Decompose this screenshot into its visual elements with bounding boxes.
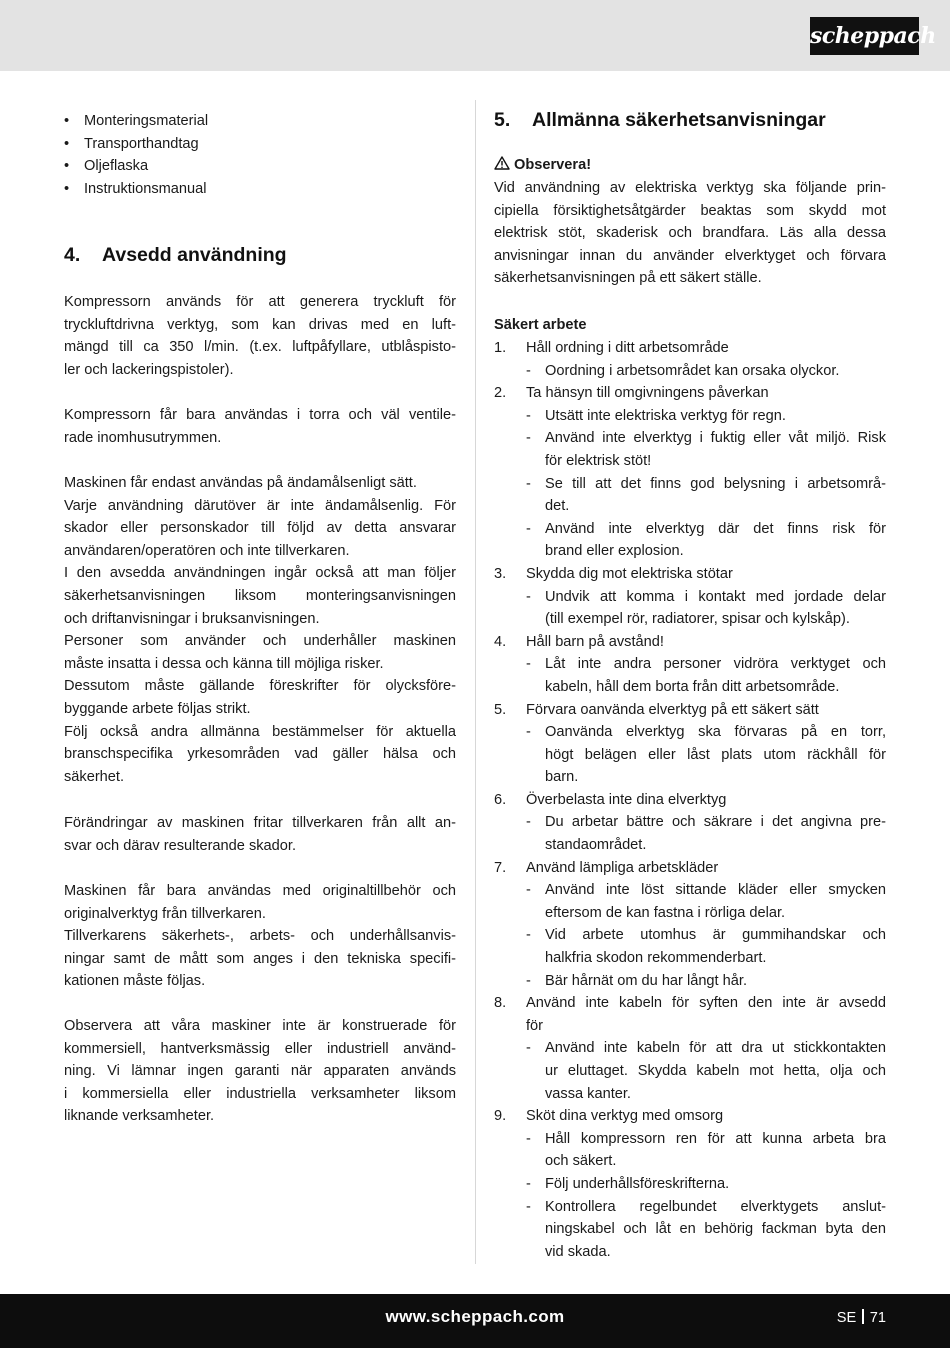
list-sub-item-text: Bär hårnät om du har långt hår. [545, 972, 748, 989]
list-item-title-text: Sköt dina verktyg med omsorg [526, 1108, 724, 1125]
list-item-number: 2. [494, 385, 507, 402]
text-line: Personer som använder och underhåller maskinen [64, 633, 456, 650]
list-sub-item-text: för elektrisk stöt! [545, 452, 652, 469]
list-sub-item [494, 1037, 886, 1060]
list-sub-item-text: vid skada. [545, 1243, 611, 1260]
bullet-dot: • [64, 180, 70, 197]
list-sub-item [494, 970, 886, 993]
list-sub-item [494, 586, 886, 609]
text-line: kationen måste följas. [64, 973, 206, 990]
list-item-number: 1. [494, 340, 507, 356]
dash-marker: - [526, 972, 531, 989]
text-line: ning. Vi lämnar ingen garanti när apparaten används [64, 1063, 456, 1080]
list-sub-item [494, 518, 886, 541]
list-sub-item-text: vassa kanter. [545, 1085, 631, 1102]
list-sub-item [494, 902, 886, 925]
list-item-number: 7. [494, 859, 507, 876]
list-sub-item [494, 947, 886, 970]
list-item-title-text: Förvara oanvända elverktyg på ett säkert sätt [526, 701, 819, 718]
paragraph-commercial-use [64, 1015, 456, 1128]
list-item-title-text: Håll barn på avstånd! [526, 633, 664, 650]
list-sub-item [494, 676, 886, 699]
bullet-item [64, 110, 456, 133]
list-sub-item [494, 653, 886, 676]
dash-marker: - [526, 656, 531, 673]
paragraph-safety-intro [494, 177, 886, 290]
text-line: Följ också andra allmänna bestämmelser för aktuella [64, 723, 456, 740]
safe-work-heading: Säkert arbete [494, 317, 587, 333]
list-sub-item-text: Använd inte löst sittande kläder eller smycken [545, 882, 886, 899]
dash-marker: - [526, 407, 531, 424]
list-sub-item-text: Se till att det finns god belysning i arbetsområ- [545, 475, 886, 492]
section-4-heading: 4. Avsedd användning [64, 244, 287, 266]
list-sub-item [494, 427, 886, 450]
list-item-number: 4. [494, 633, 507, 650]
language-code: SE [836, 1310, 857, 1326]
list-sub-item-text: Följ underhållsföreskrifterna. [545, 1175, 730, 1192]
text-line: användaren/operatören och inte tillverkaren. [64, 542, 350, 559]
list-sub-item-text: Kontrollera regelbundet elverktygets anslut- [545, 1198, 886, 1215]
text-line: och driftanvisningar i bruksanvisningen. [64, 610, 320, 627]
text-line: Maskinen får endast användas på ändamålsenligt sätt. [64, 475, 417, 491]
list-sub-item [494, 360, 886, 383]
list-item-title-text: Använd inte kabeln för syften den inte är avsedd [526, 995, 886, 1012]
list-item-number: 8. [494, 995, 507, 1012]
list-sub-item [494, 1218, 886, 1241]
dash-marker: - [526, 430, 531, 447]
text-line: ningar samt de mått som anges i den tekniska specifi- [64, 950, 456, 967]
list-sub-item [494, 1150, 886, 1173]
list-sub-item [494, 924, 886, 947]
text-line: Varje användning därutöver är inte ändamålsenlig. För [64, 497, 456, 514]
list-sub-item-text: standaområdet. [545, 837, 647, 854]
list-sub-item-text: eftersom de kan fastna i rörliga delar. [545, 904, 786, 921]
text-line: Observera att våra maskiner inte är konstruerade för [64, 1018, 456, 1034]
list-sub-item-text: Håll kompressorn ren för att kunna arbeta bra [545, 1130, 886, 1147]
list-sub-item-text: Använd inte elverktyg där det finns risk för [545, 520, 886, 537]
list-sub-item-text: Oanvända elverktyg ska förvaras på en torr, [545, 724, 886, 741]
dash-marker: - [526, 475, 531, 492]
list-item-title [494, 789, 886, 812]
footer-bar [0, 1294, 950, 1348]
footer-website: www.scheppach.com [385, 1307, 565, 1326]
list-sub-item-text: det. [545, 498, 570, 515]
section-5-heading: 5. Allmänna säkerhetsanvisningar [494, 109, 826, 131]
page-indicator [837, 1309, 886, 1326]
dash-marker: - [526, 724, 531, 741]
text-line: Förändringar av maskinen fritar tillverkaren från allt an- [64, 815, 456, 831]
list-sub-item-text: brand eller explosion. [545, 543, 684, 560]
list-item-title [494, 992, 886, 1015]
list-sub-item-text: halkfria skodon rekommenderbart. [545, 950, 767, 967]
bullet-dot: • [64, 135, 70, 152]
list-item-title [494, 631, 886, 654]
header-bar [0, 0, 950, 71]
list-sub-item-text: Undvik att komma i kontakt med jordade delar [545, 588, 886, 605]
text-line: liknande verksamheter. [64, 1108, 215, 1125]
bullet-text: Monteringsmaterial [84, 113, 209, 129]
text-line: ler och lackeringspistoler). [64, 361, 234, 378]
list-item-number: 5. [494, 701, 507, 718]
list-sub-item [494, 1128, 886, 1151]
list-item-title [494, 382, 886, 405]
text-line: Kompressorn får bara användas i torra och väl ventile- [64, 407, 456, 423]
bullet-text: Instruktionsmanual [84, 180, 207, 197]
page-separator [862, 1309, 864, 1324]
list-item-title [494, 337, 886, 360]
dash-marker: - [526, 1130, 531, 1147]
list-sub-item [494, 1060, 886, 1083]
list-sub-item [494, 766, 886, 789]
list-item-title-text: Överbelasta inte dina elverktyg [526, 791, 727, 808]
list-sub-item-text: Låt inte andra personer vidröra verktyget och [545, 656, 886, 673]
paragraph-proper-use [64, 472, 456, 788]
text-line: originalverktyg från tillverkaren. [64, 905, 266, 922]
list-item-title-text: Skydda dig mot elektriska stötar [526, 565, 733, 582]
list-sub-item [494, 540, 886, 563]
text-line: mängd till ca 350 l/min. (t.ex. luftpåfyllare, utblåspisto- [64, 339, 456, 356]
list-sub-item [494, 721, 886, 744]
dash-marker: - [526, 1198, 531, 1215]
list-item-number: 9. [494, 1108, 507, 1125]
bullet-item [64, 178, 456, 201]
text-line: säkerhet. [64, 768, 125, 785]
bullet-text: Transporthandtag [84, 135, 199, 152]
list-sub-item-text: Du arbetar bättre och säkrare i det angivna pre- [545, 814, 886, 831]
text-line: säkerhetsanvisningen på ett säkert ställe. [494, 270, 762, 287]
list-sub-item [494, 473, 886, 496]
list-sub-item-text: barn. [545, 769, 579, 786]
paragraph-intended-use [64, 291, 456, 381]
text-line: Tillverkarens säkerhets-, arbets- och underhållsanvis- [64, 928, 456, 945]
page-number: 71 [869, 1310, 886, 1326]
list-sub-item [494, 879, 886, 902]
text-line: kommersiell, hantverksmässig eller industriell använd- [64, 1040, 456, 1057]
warning-triangle-icon [494, 156, 510, 170]
list-sub-item [494, 608, 886, 631]
list-sub-item-text: Vid arbete utomhus är gummihandskar och [545, 927, 886, 944]
list-sub-item-text: ur eluttaget. Skydda kabeln mot hetta, olja och [545, 1063, 886, 1079]
text-line: tryckluftdrivna verktyg, som kan drivas med en luft- [64, 316, 456, 333]
text-line: i kommersiella eller industriella verksamheter liksom [64, 1085, 456, 1102]
list-sub-item-text: och säkert. [545, 1153, 617, 1170]
list-sub-item-text: högt belägen eller låst plats utom räckhåll för [545, 746, 886, 763]
text-line: cipiella försiktighetsåtgärder beaktas som skydd mot [494, 202, 886, 219]
list-sub-item-text: kabeln, håll dem borta från ditt arbetsområde. [545, 678, 840, 695]
list-item-title [494, 857, 886, 880]
list-sub-item-text: Oordning i arbetsområdet kan orsaka olyckor. [545, 362, 840, 379]
list-item-title-text: Ta hänsyn till omgivningens påverkan [526, 385, 769, 402]
list-sub-item [494, 811, 886, 834]
paragraph-modifications [64, 812, 456, 857]
observe-notice: Observera! [494, 154, 886, 177]
list-sub-item [494, 450, 886, 473]
text-line: Dessutom måste gällande föreskrifter för olycksföre- [64, 678, 456, 695]
paragraph-indoor-use [64, 404, 456, 449]
text-line: Maskinen får bara användas med originaltillbehör och [64, 883, 456, 899]
dash-marker: - [526, 520, 531, 537]
list-item-title [494, 563, 886, 586]
bullet-dot: • [64, 158, 70, 175]
dash-marker: - [526, 927, 531, 944]
list-item-number: 6. [494, 791, 507, 808]
text-line: byggande arbete följas strikt. [64, 700, 251, 717]
list-item-title [494, 1105, 886, 1128]
dash-marker: - [526, 814, 531, 831]
dash-marker: - [526, 362, 531, 379]
dash-marker: - [526, 1040, 531, 1057]
list-item-title-text: för [526, 1017, 544, 1034]
list-sub-item [494, 1173, 886, 1196]
list-sub-item [494, 834, 886, 857]
list-sub-item-text: (till exempel rör, radiatorer, spisar och kylskåp). [545, 611, 850, 628]
safety-numbered-list [494, 337, 886, 1263]
bullet-item [64, 155, 456, 178]
text-line: I den avsedda användningen ingår också att man följer [64, 565, 456, 582]
dash-marker: - [526, 588, 531, 605]
text-line: elektrisk stöt, skaderisk och brandfara. Läs alla dessa [494, 225, 886, 242]
list-sub-item-text: Använd inte kabeln för att dra ut stickkontakten [545, 1040, 886, 1057]
bullet-text: Oljeflaska [84, 158, 149, 175]
text-line: branschspecifika yrkesområden vad gäller hälsa och [64, 746, 456, 763]
dash-marker: - [526, 1175, 531, 1192]
delivery-contents-list [64, 110, 456, 200]
text-line: anvisningar innan du använder elverktyget och förvara [494, 247, 886, 264]
list-item-title-text: Håll ordning i ditt arbetsområde [526, 340, 729, 356]
list-sub-item-text: Utsätt inte elektriska verktyg för regn. [545, 407, 786, 424]
list-item-title [494, 699, 886, 722]
text-line: säkerhetsanvisningen liksom monteringsanvisningen [64, 587, 456, 604]
text-line: måste insatta i dessa och känna till möjliga risker. [64, 655, 384, 672]
list-sub-item-text: ningskabel och låt en behörig fackman byta den [545, 1221, 886, 1238]
text-line: rade inomhusutrymmen. [64, 429, 222, 446]
list-item-title [494, 1015, 886, 1038]
list-sub-item-text: Använd inte elverktyg i fuktig eller våt miljö. Risk [545, 430, 886, 447]
paragraph-original-parts [64, 880, 456, 993]
list-sub-item [494, 1241, 886, 1264]
text-line: skador eller personskador till följd av detta ansvarar [64, 520, 456, 537]
column-divider [475, 100, 476, 1264]
list-sub-item [494, 1196, 886, 1219]
bullet-dot: • [64, 113, 70, 129]
list-sub-item [494, 744, 886, 767]
list-sub-item [494, 405, 886, 428]
text-line: Vid användning av elektriska verktyg ska följande prin- [494, 180, 886, 196]
text-line: Kompressorn används för att generera tryckluft för [64, 294, 456, 310]
brand-logo: scheppach [810, 17, 919, 55]
list-item-number: 3. [494, 565, 507, 582]
list-item-title-text: Använd lämpliga arbetskläder [526, 859, 719, 876]
dash-marker: - [526, 882, 531, 899]
bullet-item [64, 133, 456, 156]
list-sub-item [494, 1083, 886, 1106]
list-sub-item [494, 495, 886, 518]
text-line: svar och därav resulterande skador. [64, 837, 297, 854]
